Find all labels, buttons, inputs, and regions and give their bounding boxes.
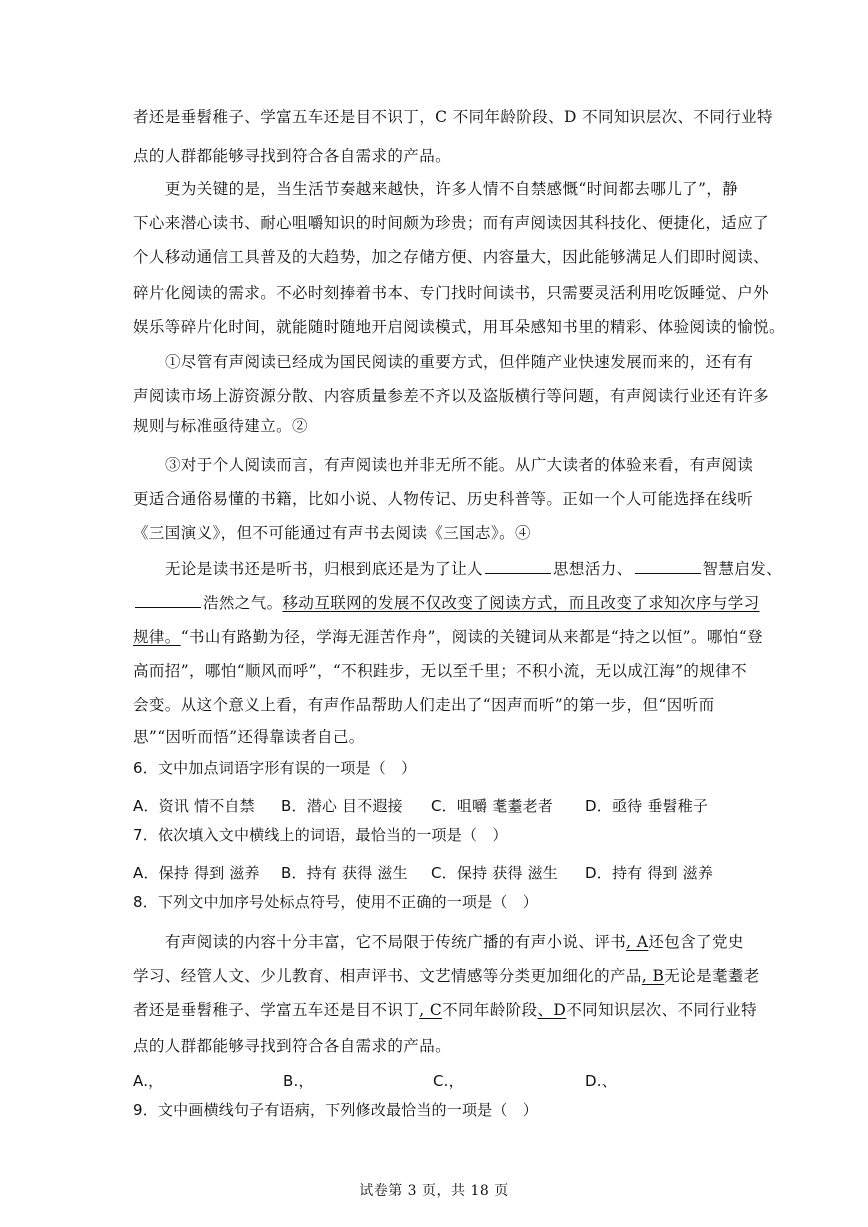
option-c[interactable]: C．咀嚼 耄耋老者 <box>431 797 554 815</box>
text-fragment: 有声阅读的内容十分丰富，它不局限于传统广播的有声小说、评书 <box>165 933 627 951</box>
punct-mark-b: , B <box>641 967 665 985</box>
text-line <box>133 592 760 614</box>
text-fragment: 浩然之气。 <box>203 594 283 612</box>
text-line: 者还是垂髫稚子、学富五车还是目不识丁，C 不同年龄阶段、D 不同知识层次、不同行业特 <box>133 108 773 126</box>
text-fragment: 不同知识层次、不同行业特 <box>566 1001 758 1019</box>
option-a[interactable]: A．资讯 情不自禁 <box>133 797 255 815</box>
option-b[interactable]: B．潜心 目不遐接 <box>281 797 403 815</box>
option-d[interactable]: D．亟待 垂髫稚子 <box>585 797 709 815</box>
text-line <box>165 558 782 580</box>
option-a[interactable]: A．保持 得到 滋养 <box>133 864 260 882</box>
text-line: 下心来潜心读书、耐心咀嚼知识的时间颇为珍贵；而有声阅读因其科技化、便捷化，适应了 <box>133 214 770 232</box>
text-fragment: 智慧启发、 <box>702 560 783 578</box>
text-fragment: 思想活力、 <box>553 560 633 578</box>
text-line: 声阅读市场上游资源分散、内容质量参差不齐以及盗版横行等问题，有声阅读行业还有许多 <box>133 387 770 405</box>
question-8-stem: 8．下列文中加序号处标点符号，使用不正确的一项是（ ） <box>133 893 538 911</box>
text-fragment: 无论是耄耋老 <box>664 967 760 985</box>
text-line <box>133 999 757 1021</box>
text-fragment: 者还是垂髫稚子、学富五车还是目不识丁 <box>133 1001 420 1019</box>
punct-mark-a: , A <box>626 933 649 951</box>
text-line: 点的人群都能够寻找到符合各自需求的产品。 <box>133 1037 452 1055</box>
text-line: 规则与标准亟待建立。② <box>133 417 308 435</box>
fill-blank-2 <box>635 559 701 574</box>
text-line: 点的人群都能够寻找到符合各自需求的产品。 <box>133 147 452 165</box>
text-fragment: 无论是读书还是听书，归根到底还是为了让人 <box>165 560 484 578</box>
punct-mark-d: 、D <box>537 1001 567 1019</box>
text-line: 会变。从这个意义上看，有声作品帮助人们走出了“因声而听”的第一步，但“因听而 <box>133 696 715 714</box>
text-line: 更适合通俗易懂的书籍，比如小说、人物传记、历史科普等。正如一个人可能选择在线听 <box>133 490 754 508</box>
text-line: ③对于个人阅读而言，有声阅读也并非无所不能。从广大读者的体验来看，有声阅读 <box>165 456 754 474</box>
underlined-sentence: 移动互联网的发展不仅改变了阅读方式，而且改变了求知次序与学习 <box>282 594 760 612</box>
fill-blank-1 <box>485 559 551 574</box>
text-line <box>133 626 763 648</box>
question-6-stem: 6．文中加点词语字形有误的一项是（ ） <box>133 759 417 777</box>
text-fragment: “书山有路勤为径，学海无涯苦作舟”，阅读的关键词从来都是“持之以恒”。哪怕“登 <box>180 628 763 646</box>
fill-blank-3 <box>135 593 201 608</box>
option-c[interactable]: C．保持 获得 滋生 <box>431 864 559 882</box>
text-fragment: 不同年龄阶段 <box>442 1001 538 1019</box>
page-footer: 试卷第 3 页，共 18 页 <box>359 1183 509 1199</box>
question-7-stem: 7．依次填入文中横线上的词语，最恰当的一项是（ ） <box>133 826 508 844</box>
text-line <box>133 965 760 987</box>
text-line: 更为关键的是，当生活节奏越来越快，许多人情不自禁感慨“时间都去哪儿了”，静 <box>165 180 739 198</box>
text-line <box>165 931 744 953</box>
punct-mark-c: , C <box>419 1001 443 1019</box>
underlined-sentence: 规律。 <box>133 628 181 646</box>
text-fragment: 学习、经管人文、少儿教育、相声评书、文艺情感等分类更加细化的产品 <box>133 967 642 985</box>
option-d[interactable]: D.、 <box>585 1072 617 1090</box>
text-line: 高而招”，哪怕“顺风而呼”，“不积跬步，无以至千里；不积小流，无以成江海”的规律不 <box>133 662 748 680</box>
text-line: 《三国演义》，但不可能通过有声书去阅读《三国志》。④ <box>133 524 531 542</box>
option-b[interactable]: B．持有 获得 滋生 <box>281 864 408 882</box>
text-line: 娱乐等碎片化时间，就能随时随地开启阅读模式，用耳朵感知书里的精彩、体验阅读的愉悦。 <box>133 318 785 336</box>
text-fragment: 还包含了党史 <box>648 933 744 951</box>
option-b[interactable]: B.， <box>283 1072 314 1090</box>
text-line: 思”“因听而悟”还得靠读者自己。 <box>133 728 365 746</box>
question-9-stem: 9．文中画横线句子有语病，下列修改最恰当的一项是（ ） <box>133 1101 538 1119</box>
text-line: 碎片化阅读的需求。不必时刻捧着书本、专门找时间读书，只需要灵活利用吃饭睡觉、户外 <box>133 284 770 302</box>
option-c[interactable]: C.， <box>433 1072 464 1090</box>
option-a[interactable]: A.， <box>133 1072 164 1090</box>
text-line: ①尽管有声阅读已经成为国民阅读的重要方式，但伴随产业快速发展而来的，还有有 <box>165 353 754 371</box>
option-d[interactable]: D．持有 得到 滋养 <box>585 864 714 882</box>
text-line: 个人移动通信工具普及的大趋势，加之存储方便、内容量大，因此能够满足人们即时阅读、 <box>133 248 770 266</box>
